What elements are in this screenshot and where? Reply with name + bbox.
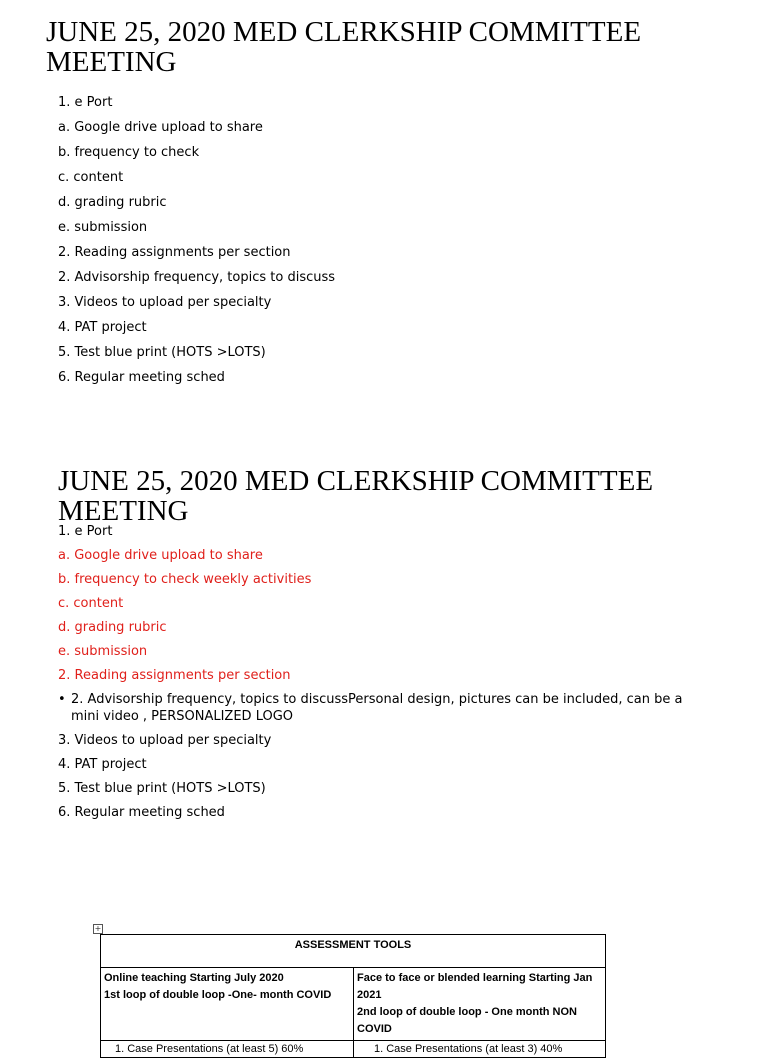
agenda-item: 6. Regular meeting sched — [58, 804, 225, 820]
assessment-tools-table-wrap — [100, 934, 608, 1058]
agenda-item: 1. e Port — [58, 95, 113, 110]
column-header-line: 1st loop of double loop -One- month COVID — [104, 989, 332, 1001]
agenda-item-text: 2. Advisorship frequency, topics to discussPersonal design, pictures can be included, can be a mini video , PERSONALIZED LOGO — [71, 692, 683, 724]
agenda-item: 6. Regular meeting sched — [58, 370, 225, 385]
slide-2-agenda-list — [58, 524, 698, 829]
slide-1-title: JUNE 25, 2020 MED CLERKSHIP COMMITTEE MEETING — [46, 16, 642, 78]
agenda-item: 3. Videos to upload per specialty — [58, 295, 272, 310]
table-cell: 1. Case Presentations (at least 3) 40% — [354, 1041, 606, 1058]
agenda-item: 1. e Port — [58, 524, 113, 539]
table-header: ASSESSMENT TOOLS — [101, 935, 606, 968]
agenda-item-highlighted: a. Google drive upload to share — [58, 548, 263, 563]
slide-2 — [0, 462, 768, 862]
column-header-online — [101, 968, 354, 1041]
column-header-line: Online teaching Starting July 2020 — [104, 972, 284, 984]
table-move-handle-icon[interactable]: + — [94, 924, 102, 933]
table-cell: 1. Case Presentations (at least 5) 60% — [101, 1041, 354, 1058]
agenda-item: b. frequency to check — [58, 145, 200, 160]
agenda-item-highlighted: d. grading rubric — [58, 620, 167, 635]
agenda-item: a. Google drive upload to share — [58, 120, 263, 135]
agenda-item-highlighted: c. content — [58, 596, 124, 611]
slide-1-agenda-list — [58, 90, 335, 390]
agenda-item-highlighted: 2. Reading assignments per section — [58, 668, 291, 683]
column-header-face-to-face — [354, 968, 606, 1041]
agenda-item: d. grading rubric — [58, 195, 167, 210]
column-header-line: 2nd loop of double loop - One month NON COVID — [357, 1006, 577, 1035]
agenda-item: 4. PAT project — [58, 756, 147, 772]
column-header-line: Face to face or blended learning Starting Jan 2021 — [357, 972, 593, 1001]
assessment-tools-table — [100, 934, 606, 1058]
slide-2-title: JUNE 25, 2020 MED CLERKSHIP COMMITTEE MEETING — [58, 465, 654, 527]
bullet-icon: • — [58, 692, 66, 707]
agenda-item: 2. Reading assignments per section — [58, 245, 291, 260]
agenda-item: 4. PAT project — [58, 320, 147, 335]
agenda-item: 5. Test blue print (HOTS >LOTS) — [58, 345, 266, 360]
agenda-item: 3. Videos to upload per specialty — [58, 732, 272, 748]
slide-1 — [0, 0, 768, 420]
agenda-item: c. content — [58, 170, 124, 185]
agenda-item-highlighted: e. submission — [58, 644, 148, 659]
agenda-item: 5. Test blue print (HOTS >LOTS) — [58, 780, 266, 796]
agenda-item: 2. Advisorship frequency, topics to discuss — [58, 270, 336, 285]
agenda-item-highlighted: b. frequency to check weekly activities — [58, 572, 312, 587]
agenda-item: e. submission — [58, 220, 148, 235]
agenda-item-bulleted — [58, 692, 698, 725]
